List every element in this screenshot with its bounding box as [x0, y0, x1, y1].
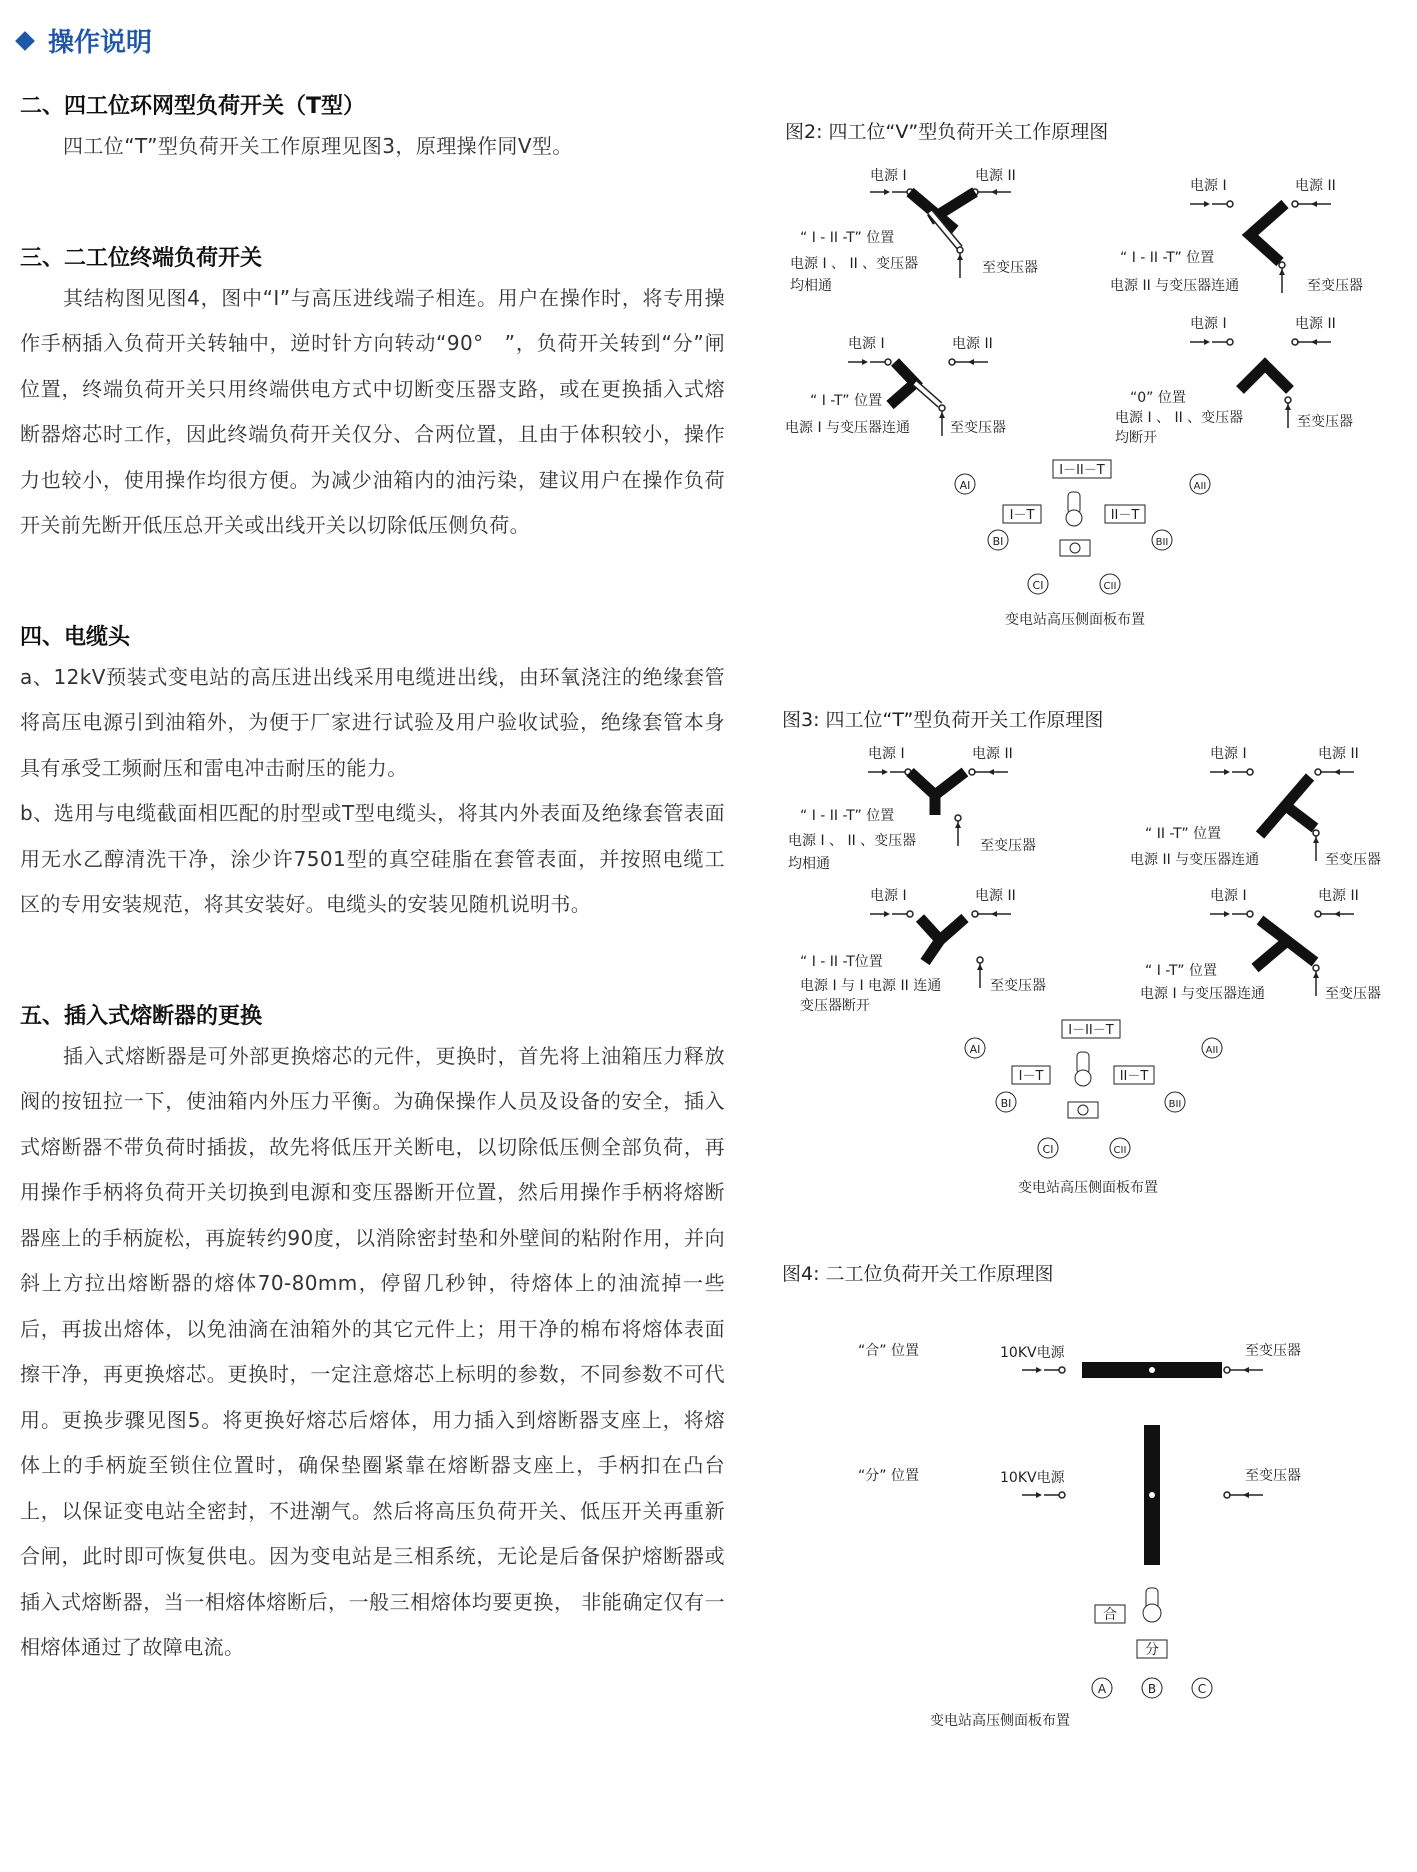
- to-transformer-label: 至变压器: [1297, 414, 1353, 430]
- source-label: 电源 I: [870, 168, 907, 184]
- panel-point: AI: [969, 1043, 981, 1056]
- knob-icon: [1066, 510, 1082, 526]
- source-label: 电源 II: [975, 168, 1016, 184]
- position-desc: 均断开: [1115, 430, 1157, 446]
- source-label: 电源 II: [1318, 746, 1359, 762]
- paragraph: a、12kV预装式变电站的高压进出线采用电缆进出线，由环氧浇注的绝缘套管将高压电源引到油箱外，为便于厂家进行试验及用户验收试验，绝缘套管本身具有承受工频耐压和雷电冲击耐压的能力。: [20, 664, 725, 780]
- panel-label: I－T: [1009, 508, 1035, 523]
- panel-point: AI: [959, 479, 971, 492]
- panel-point: AII: [1193, 481, 1207, 492]
- paragraph: 四工位“T”型负荷开关工作原理见图3，原理操作同V型。: [63, 134, 573, 158]
- source-label: 电源 II: [1318, 888, 1359, 904]
- source-label: 电源 II: [972, 746, 1013, 762]
- to-transformer-label: 至变压器: [1325, 986, 1381, 1002]
- knob-icon: [1143, 1604, 1161, 1622]
- fig2-position-1: [790, 167, 1038, 294]
- panel-point: BII: [1155, 537, 1169, 548]
- fig3-position-2: [1130, 745, 1381, 868]
- switch-blade: [1255, 941, 1287, 968]
- position-desc: 电源 I 、 II 、变压器: [1115, 410, 1244, 426]
- fig3-position-4: [1140, 887, 1381, 1002]
- source-label: 电源 I: [868, 746, 905, 762]
- panel-label: I－II－T: [1068, 1023, 1114, 1038]
- figure-title: 图3: 四工位“T”型负荷开关工作原理图: [782, 709, 1104, 731]
- switch-blade: [1286, 806, 1315, 828]
- position-desc: 变压器断开: [800, 998, 870, 1014]
- fig4-closed-position: [858, 1342, 1301, 1378]
- position-desc: 电源 I 与变压器连通: [1140, 986, 1266, 1002]
- position-label: “ I - II -T” 位置: [800, 808, 895, 824]
- section-title: 四、电缆头: [20, 624, 131, 650]
- position-label: “ I - II -T位置: [800, 954, 883, 970]
- switch-blade: [920, 918, 965, 940]
- switch-blade: [890, 362, 915, 405]
- position-label: “0” 位置: [1130, 390, 1186, 406]
- fig2-position-4: [1115, 315, 1353, 446]
- position-desc: 电源 II 与变压器连通: [1130, 852, 1260, 868]
- fig4-panel-layout: [930, 1588, 1212, 1729]
- position-label: “ I - II -T” 位置: [800, 230, 895, 246]
- panel-point: BII: [1168, 1099, 1182, 1110]
- source-label: 电源 I: [1190, 178, 1227, 194]
- switch-blade: [1260, 777, 1310, 835]
- position-label: “合” 位置: [858, 1343, 919, 1359]
- panel-point: A: [1097, 1682, 1107, 1696]
- source-label: 电源 II: [1295, 178, 1336, 194]
- to-transformer-label: 至变压器: [1245, 1468, 1301, 1484]
- position-label: “ II -T” 位置: [1145, 826, 1222, 842]
- fig3-position-3: [800, 887, 1046, 1014]
- figure-2: [785, 121, 1363, 628]
- position-desc: 电源 II 与变压器连通: [1110, 278, 1240, 294]
- source-label: 10KV电源: [1000, 1345, 1065, 1361]
- panel-caption: 变电站高压侧面板布置: [1005, 612, 1145, 628]
- position-desc: 电源 I 与变压器连通: [785, 420, 911, 436]
- figure-4: [782, 1263, 1301, 1729]
- position-desc: 电源 I 、 II 、变压器: [790, 256, 919, 272]
- position-label: “ I -T” 位置: [1145, 963, 1217, 979]
- panel-point: B: [1147, 1682, 1157, 1696]
- diagrams: [770, 100, 1410, 1760]
- fig3-position-1: [788, 745, 1036, 872]
- panel-point: CI: [1042, 1143, 1054, 1156]
- panel-caption: 变电站高压侧面板布置: [1018, 1180, 1158, 1196]
- source-label: 电源 I: [1190, 316, 1227, 332]
- panel-point: CII: [1113, 1145, 1127, 1156]
- source-label: 电源 II: [1295, 316, 1336, 332]
- fig2-position-2: [1110, 177, 1363, 294]
- panel-caption: 变电站高压侧面板布置: [930, 1713, 1070, 1729]
- panel-label: I－T: [1018, 1069, 1044, 1084]
- to-transformer-label: 至变压器: [950, 420, 1006, 436]
- section-title: 五、插入式熔断器的更换: [20, 1003, 263, 1029]
- to-transformer-label: 至变压器: [982, 260, 1038, 276]
- to-transformer-label: 至变压器: [980, 838, 1036, 854]
- switch-blade: [910, 772, 965, 795]
- panel-point: AII: [1205, 1045, 1219, 1056]
- position-label: “分” 位置: [858, 1468, 919, 1484]
- panel-point: CII: [1103, 581, 1117, 592]
- panel-point: BI: [992, 535, 1004, 548]
- to-transformer-label: 至变压器: [1325, 852, 1381, 868]
- panel-point: C: [1197, 1682, 1207, 1696]
- paragraph: 其结构图见图4，图中“I”与高压进线端子相连。用户在操作时，将专用操作手柄插入负荷开关转轴中，逆时针方向转动“90° ”，负荷开关转到“分”闸位置，终端负荷开关只用终端供电方式中切断变压器支路，或在更换插入式熔断器熔芯时工作，因此终端负荷开关仅分、合两位置，且由于体积较小，操作力也较小，使用操作均很方便。为减少油箱内的油污染，建议用户在操作负荷开关前先断开低压总开关或出线开关以切除低压侧负荷。: [20, 285, 725, 537]
- panel-label: II－T: [1119, 1069, 1149, 1084]
- section-title: 二、四工位环网型负荷开关（T型）: [20, 94, 366, 119]
- fig3-panel-layout: [965, 1020, 1222, 1196]
- fig2-position-3: [785, 335, 1006, 436]
- position-desc: 电源 I 与 I 电源 II 连通: [800, 978, 942, 994]
- panel-point: CI: [1032, 579, 1044, 592]
- header-title: 操作说明: [48, 28, 153, 58]
- source-label: 电源 II: [975, 888, 1016, 904]
- switch-blade: [1240, 365, 1290, 390]
- position-label: “ I -T” 位置: [810, 393, 882, 409]
- panel-label: 合: [1103, 1607, 1117, 1623]
- source-label: 电源 I: [1210, 888, 1247, 904]
- figure-title: 图4: 二工位负荷开关工作原理图: [782, 1263, 1054, 1285]
- position-desc: 均相通: [790, 278, 832, 294]
- paragraph: 插入式熔断器是可外部更换熔芯的元件，更换时，首先将上油箱压力释放阀的按钮拉一下，使油箱内外压力平衡。为确保操作人员及设备的安全，插入式熔断器不带负荷时插拔，故先将低压开关断电，以切除低压侧全部负荷，再用操作手柄将负荷开关切换到电源和变压器断开位置，然后用操作手柄将熔断器座上的手柄旋松，再旋转约90度，以消除密封垫和外壁间的粘附作用，并向斜上方拉出熔断器的熔体70-80mm，停留几秒钟，待熔体上的油流掉一些后，再拔出熔体，以免油滴在油箱外的其它元件上；用干净的棉布将熔体表面擦干净，再更换熔芯。更换时，一定注意熔芯上标明的参数，不同参数不可代用。更换步骤见图5。将更换好熔芯后熔体，用力插入到熔断器支座上，将熔体上的手柄旋至锁住位置时，确保垫圈紧靠在熔断器支座上，手柄扣在凸台上，以保证变电站全密封，不进潮气。然后将高压负荷开关、低压开关再重新合闸，此时即可恢复供电。因为变电站是三相系统，无论是后备保护熔断器或插入式熔断器，当一相熔体熔断后，一般三相熔体均要更换， 非能确定仅有一相熔体通过了故障电流。: [20, 1043, 725, 1659]
- fig4-open-position: [858, 1425, 1301, 1565]
- position-desc: 均相通: [788, 856, 830, 872]
- paragraph: b、选用与电缆截面相匹配的肘型或T型电缆头，将其内外表面及绝缘套管表面用无水乙醇清洗干净，涂少许7501型的真空硅脂在套管表面，并按照电缆工区的专用安装规范，将其安装好。电缆头的安装见随机说明书。: [20, 801, 725, 916]
- source-label: 电源 I: [1210, 746, 1247, 762]
- fig2-panel-layout: [955, 460, 1210, 628]
- switch-blade: [925, 940, 940, 962]
- to-transformer-label: 至变压器: [1245, 1343, 1301, 1359]
- source-label: 电源 I: [848, 336, 885, 352]
- to-transformer-label: 至变压器: [1307, 278, 1363, 294]
- instructions-text: [20, 90, 725, 1671]
- section-header: [18, 22, 152, 59]
- to-transformer-label: 至变压器: [990, 978, 1046, 994]
- position-desc: 电源 I 、 II 、变压器: [788, 833, 917, 849]
- panel-point: BI: [1000, 1097, 1012, 1110]
- source-label: 电源 I: [870, 888, 907, 904]
- diamond-icon: [15, 31, 35, 51]
- section-title: 三、二工位终端负荷开关: [20, 245, 263, 271]
- knob-icon: [1075, 1070, 1091, 1086]
- panel-label: I－II－T: [1059, 463, 1105, 478]
- source-label: 电源 II: [952, 336, 993, 352]
- position-label: “ I - II -T” 位置: [1120, 250, 1215, 266]
- panel-label: II－T: [1110, 508, 1140, 523]
- panel-label: 分: [1145, 1642, 1159, 1658]
- figure-title: 图2: 四工位“V”型负荷开关工作原理图: [785, 121, 1109, 143]
- switch-blade: [1250, 204, 1285, 262]
- figure-3: [782, 709, 1381, 1196]
- source-label: 10KV电源: [1000, 1470, 1065, 1486]
